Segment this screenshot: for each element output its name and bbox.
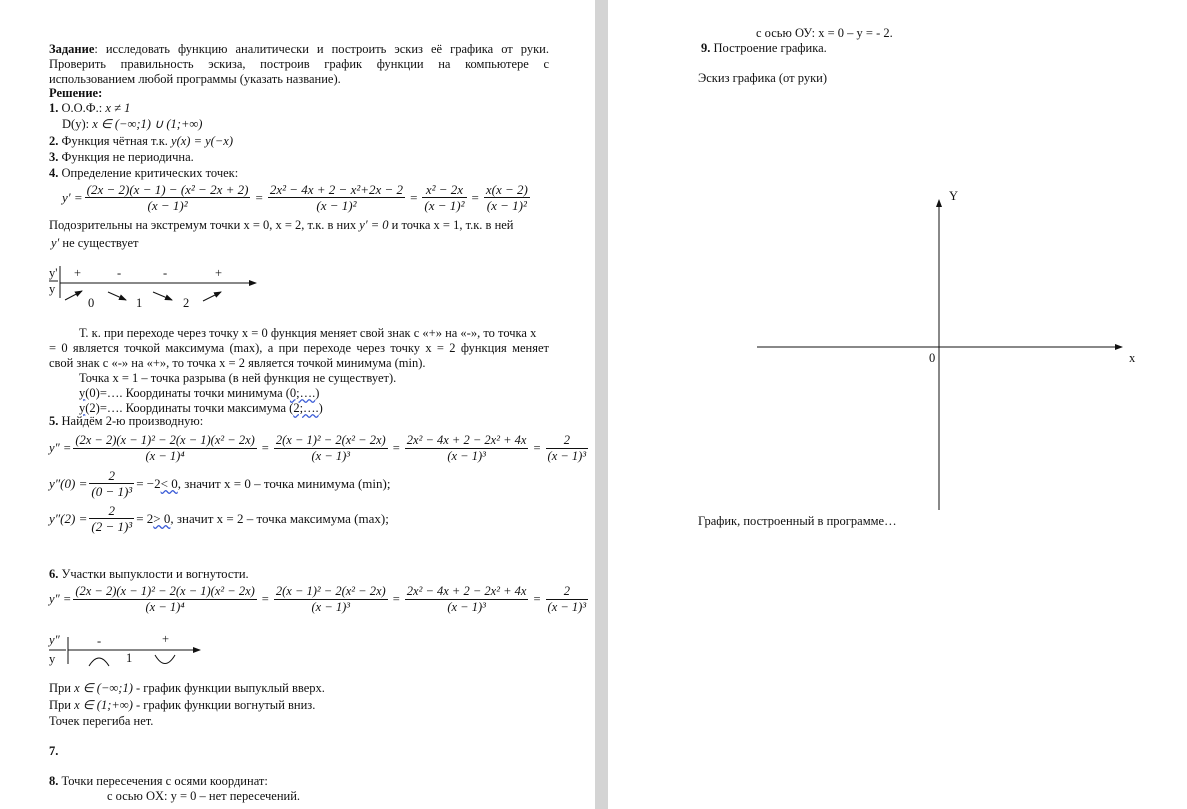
suspect-points-2: y′ не существует (51, 236, 139, 250)
second-derivative-formula-2: y″ = $\frac{\text{(2x − 2)(x − 1)² − 2(x − 1)(x² − 2x)}}{\text{(x − 1)⁴}}$ = $\frac{\text{2(x − 1)² − 2(x² − 2x)}}{\text{(x − 1)³}}$ = $\frac{\text{2x² − 4x + 2 − 2x² + 4x}}{\text{(x − 1)³}}$ = $\frac{2}{\text{(x − 1)³}}$ (49, 584, 587, 614)
solution-heading: Решение: (49, 86, 103, 100)
sign: + (162, 632, 170, 646)
chart1-bottom-label: y (49, 282, 56, 296)
point-label: 1 (136, 296, 143, 310)
origin-label: 0 (929, 351, 936, 365)
convex-arc-icon (89, 658, 109, 666)
chart2-bottom-label: y (49, 652, 56, 666)
sketch-axes (608, 0, 1187, 560)
sign: + (74, 266, 82, 280)
step-3: 3. Функция не периодична. (49, 150, 194, 164)
y-axis-label: Y (949, 189, 959, 203)
paragraph-line: = 0 является точкой максимума (max), а при переходе через точку x = 2 функция меняет (49, 341, 549, 355)
step-7: 7. (49, 744, 59, 758)
point-label: 2 (183, 296, 190, 310)
step-5: 5. Найдём 2-ю производную: (49, 414, 204, 428)
task-label: Задание (49, 42, 95, 56)
sign: - (117, 266, 122, 280)
step-2: 2. Функция чётная т.к. y(x) = y(−x) (49, 134, 233, 148)
task-line-3: использованием любой программы (указать название). (49, 72, 341, 86)
step-1: 1. О.О.Ф.: x ≠ 1 (49, 101, 131, 115)
paragraph-line: Т. к. при переходе через точку x = 0 функция меняет свой знак с «+» на «-», то точка x (79, 326, 537, 340)
ox-intersection: с осью OX: y = 0 – нет пересечений. (107, 789, 301, 803)
chart2-top-label: y″ (49, 633, 60, 647)
step-8: 8. Точки пересечения с осями координат: (49, 774, 268, 788)
oy-intersection: с осью ОУ: x = 0 – y = - 2. (756, 26, 893, 40)
no-inflection: Точек перегиба нет. (49, 714, 154, 728)
paragraph-line: Точка x = 1 – точка разрыва (в ней функция не существует). (79, 371, 397, 385)
sketch-heading: Эскиз графика (от руки) (698, 71, 827, 85)
concave-line: При x ∈ (1;+∞) - график функции вогнутый вниз. (49, 698, 316, 712)
y2-at-2: y″(2) = $\frac{2}{\text{(2 − 1)³}}$ = 2 > 0 , значит x = 2 – точка максимума (max); (49, 503, 389, 534)
first-derivative-formula: y′ = $\frac{\text{(2x − 2)(x − 1) − (x² − 2x + 2)}}{\text{(x − 1)²}}$ = $\frac{\text{2x² − 4x + 2 − x²+2x − 2}}{\text{(x − 1)²}}$ = $\frac{\text{x² − 2x}}{\text{(x − 1)²}}$ = $\frac{x(x - 2)}{\text{(x − 1)²}}$ (62, 182, 528, 213)
paragraph-line: свой знак с «-» на «+», то точка x = 2 является точкой минимума (min). (49, 356, 426, 370)
step-1-domain: D(y): x ∈ (−∞;1) ∪ (1;+∞) (62, 117, 203, 131)
sign: - (163, 266, 168, 280)
chart1-top-label: y' (49, 266, 58, 280)
suspect-points: Подозрительны на экстремум точки x = 0, x = 2, т.к. в них y′ = 0 и точка x = 1, т.к. в ней (49, 218, 514, 232)
document-page-2 (608, 0, 1187, 809)
sign: - (97, 634, 102, 648)
point-label: 1 (126, 651, 133, 665)
step-6: 6. Участки выпуклости и вогнутости. (49, 567, 249, 581)
point-label: 0 (88, 296, 95, 310)
task-line-2: Проверить правильность эскиза, построив график функции на компьютере с (49, 57, 549, 71)
y2-at-0: y″(0) = $\frac{2}{\text{(0 − 1)³}}$ = −2 < 0 , значит x = 0 – точка минимума (min); (49, 468, 391, 499)
step-4: 4. Определение критических точек: (49, 166, 239, 180)
task-text: : исследовать функцию аналитически и построить эскиз её графика от руки. (94, 42, 549, 56)
second-derivative-formula: y″ = $\frac{\text{(2x − 2)(x − 1)² − 2(x − 1)(x² − 2x)}}{\text{(x − 1)⁴}}$ = $\frac{\text{2(x − 1)² − 2(x² − 2x)}}{\text{(x − 1)³}}$ = $\frac{\text{2x² − 4x + 2 − 2x² + 4x}}{\text{(x − 1)³}}$ = $\frac{2}{\text{(x − 1)³}}$ (49, 433, 587, 463)
convex-line: При x ∈ (−∞;1) - график функции выпуклый вверх. (49, 681, 325, 695)
x-axis-label: x (1129, 351, 1136, 365)
y2-line: y(2)=…. Координаты точки максимума (2;….) (79, 401, 323, 415)
sign: + (215, 266, 223, 280)
concave-arc-icon (155, 655, 175, 664)
chart2-axes (0, 0, 223, 680)
step-9: 9. Построение графика. (701, 41, 827, 55)
y0-line: y(0)=…. Координаты точки минимума (0;….) (79, 386, 320, 400)
program-graph-heading: График, построенный в программе… (698, 514, 897, 528)
